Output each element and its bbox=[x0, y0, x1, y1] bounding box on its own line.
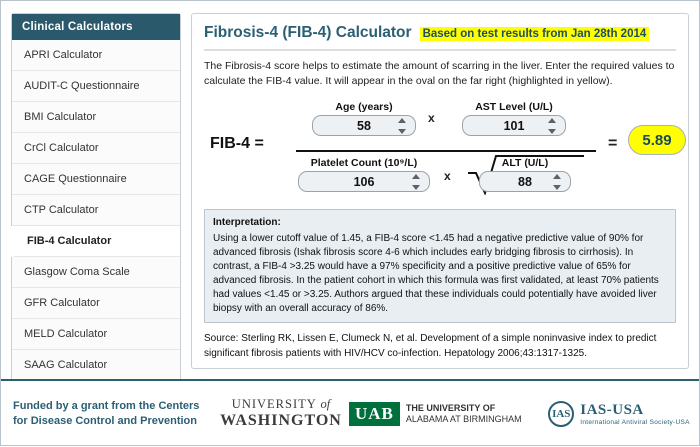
alt-input[interactable] bbox=[490, 175, 560, 189]
age-label: Age (years) bbox=[335, 101, 393, 114]
sidebar-item-ctp-calculator[interactable]: CTP Calculator bbox=[12, 195, 180, 226]
alt-spinner-arrows[interactable] bbox=[553, 174, 563, 190]
ast-spinner-up-icon[interactable] bbox=[548, 118, 556, 123]
age-spinner-down-icon[interactable] bbox=[398, 129, 406, 134]
age-spinner-up-icon[interactable] bbox=[398, 118, 406, 123]
alt-spinner-up-icon[interactable] bbox=[553, 174, 561, 179]
sidebar-item-bmi-calculator[interactable]: BMI Calculator bbox=[12, 102, 180, 133]
alt-stepper[interactable] bbox=[479, 171, 571, 192]
uab-line2: ALABAMA AT BIRMINGHAM bbox=[405, 414, 522, 424]
intro-text: The Fibrosis-4 score helps to estimate the amount of scarring in the liver. Enter the required values to calculate the FIB-4 value. It will appear in the oval on the far right (highlighted in yellow). bbox=[204, 60, 675, 88]
uab-mark: UAB bbox=[349, 402, 400, 426]
age-input[interactable] bbox=[329, 119, 399, 133]
footer bbox=[1, 379, 699, 447]
uw-line2: WASHINGTON bbox=[220, 412, 342, 430]
sidebar-item-crcl-calculator[interactable]: CrCl Calculator bbox=[12, 133, 180, 164]
ast-label: AST Level (U/L) bbox=[475, 101, 553, 114]
source-citation: Source: Sterling RK, Lissen E, Clumeck N, et al. Development of a simple noninvasive index to predict significant fibrosis patients with HIV/HCV co-infection. Hepatology 2006;43:1317-1325. bbox=[204, 333, 657, 359]
ast-field-group bbox=[462, 101, 566, 136]
main-panel bbox=[191, 13, 689, 369]
sidebar-item-apri-calculator[interactable]: APRI Calculator bbox=[12, 40, 180, 71]
multiply-symbol-top: x bbox=[428, 111, 435, 126]
platelet-spinner-arrows[interactable] bbox=[412, 174, 422, 190]
ias-name: IAS-USA bbox=[580, 402, 644, 418]
footer-grant-text: Funded by a grant from the Centers for Disease Control and Prevention bbox=[13, 400, 200, 427]
formula-area bbox=[204, 95, 676, 207]
uab-logo bbox=[349, 402, 539, 426]
sidebar-item-gfr-calculator[interactable]: GFR Calculator bbox=[12, 288, 180, 319]
interpretation-box bbox=[204, 209, 676, 323]
uw-line1-pre: UNIVERSITY bbox=[231, 397, 317, 412]
platelet-input[interactable] bbox=[329, 175, 399, 189]
ias-usa-logo bbox=[539, 401, 699, 427]
platelet-spinner-up-icon[interactable] bbox=[412, 174, 420, 179]
fib4-equation-label: FIB-4 = bbox=[210, 135, 264, 153]
sidebar-item-glasgow-coma-scale[interactable]: Glasgow Coma Scale bbox=[12, 257, 180, 288]
ast-input[interactable] bbox=[479, 119, 549, 133]
ast-spinner-arrows[interactable] bbox=[548, 118, 558, 134]
age-stepper[interactable] bbox=[312, 115, 416, 136]
platelet-spinner-down-icon[interactable] bbox=[412, 185, 420, 190]
fib4-result-value: 5.89 bbox=[628, 125, 686, 155]
equals-symbol: = bbox=[608, 135, 618, 153]
sidebar-item-saag-calculator[interactable]: SAAG Calculator bbox=[12, 350, 180, 380]
sidebar-item-cage-questionnaire[interactable]: CAGE Questionnaire bbox=[12, 164, 180, 195]
uw-line1-of: of bbox=[320, 397, 331, 412]
ast-spinner-down-icon[interactable] bbox=[548, 129, 556, 134]
alt-label: ALT (U/L) bbox=[501, 157, 549, 170]
ast-stepper[interactable] bbox=[462, 115, 566, 136]
title-row bbox=[204, 24, 676, 51]
platelet-field-group bbox=[298, 157, 430, 192]
multiply-symbol-bottom: x bbox=[444, 169, 451, 184]
alt-spinner-down-icon[interactable] bbox=[553, 185, 561, 190]
age-field-group bbox=[312, 101, 416, 136]
platelet-stepper[interactable] bbox=[298, 171, 430, 192]
uw-logo bbox=[213, 398, 349, 429]
alt-field-group bbox=[479, 157, 571, 192]
interpretation-heading: Interpretation: bbox=[213, 217, 281, 229]
sidebar-header: Clinical Calculators bbox=[12, 14, 180, 40]
sidebar-item-audit-c-questionnaire[interactable]: AUDIT-C Questionnaire bbox=[12, 71, 180, 102]
ias-badge-icon: IAS bbox=[548, 401, 574, 427]
age-spinner-arrows[interactable] bbox=[398, 118, 408, 134]
sidebar-item-meld-calculator[interactable]: MELD Calculator bbox=[12, 319, 180, 350]
interpretation-text: Using a lower cutoff value of 1.45, a FIB-4 score <1.45 had a negative predictive value of 90% for advanced fibrosis (Ishak fibrosis score 4-6 which includes early bridging fibrosis to cirrhosis). In contrast, a FIB-4 >3.25 would have a 97% specificity and a positive predictive value of 65% for advanced fibrosis. In the patient cohort in which this formula was first validated, at least 70% patients had values <1.45 or >3.25. Authors argued that these individuals could potentially have avoided liver biopsy with an overall accuracy of 86%. bbox=[213, 233, 659, 315]
sidebar-item-fib-4-calculator[interactable]: FIB-4 Calculator bbox=[11, 226, 180, 257]
platelet-label: Platelet Count (10⁹/L) bbox=[310, 157, 418, 170]
sidebar bbox=[11, 13, 181, 381]
uab-line1: THE UNIVERSITY OF bbox=[405, 402, 496, 413]
ias-subtitle: International Antiviral Society-USA bbox=[580, 419, 690, 426]
test-results-banner: Based on test results from Jan 28th 2014 bbox=[420, 27, 650, 41]
fraction-bar bbox=[296, 150, 596, 152]
page-title: Fibrosis-4 (FIB-4) Calculator bbox=[204, 24, 412, 41]
